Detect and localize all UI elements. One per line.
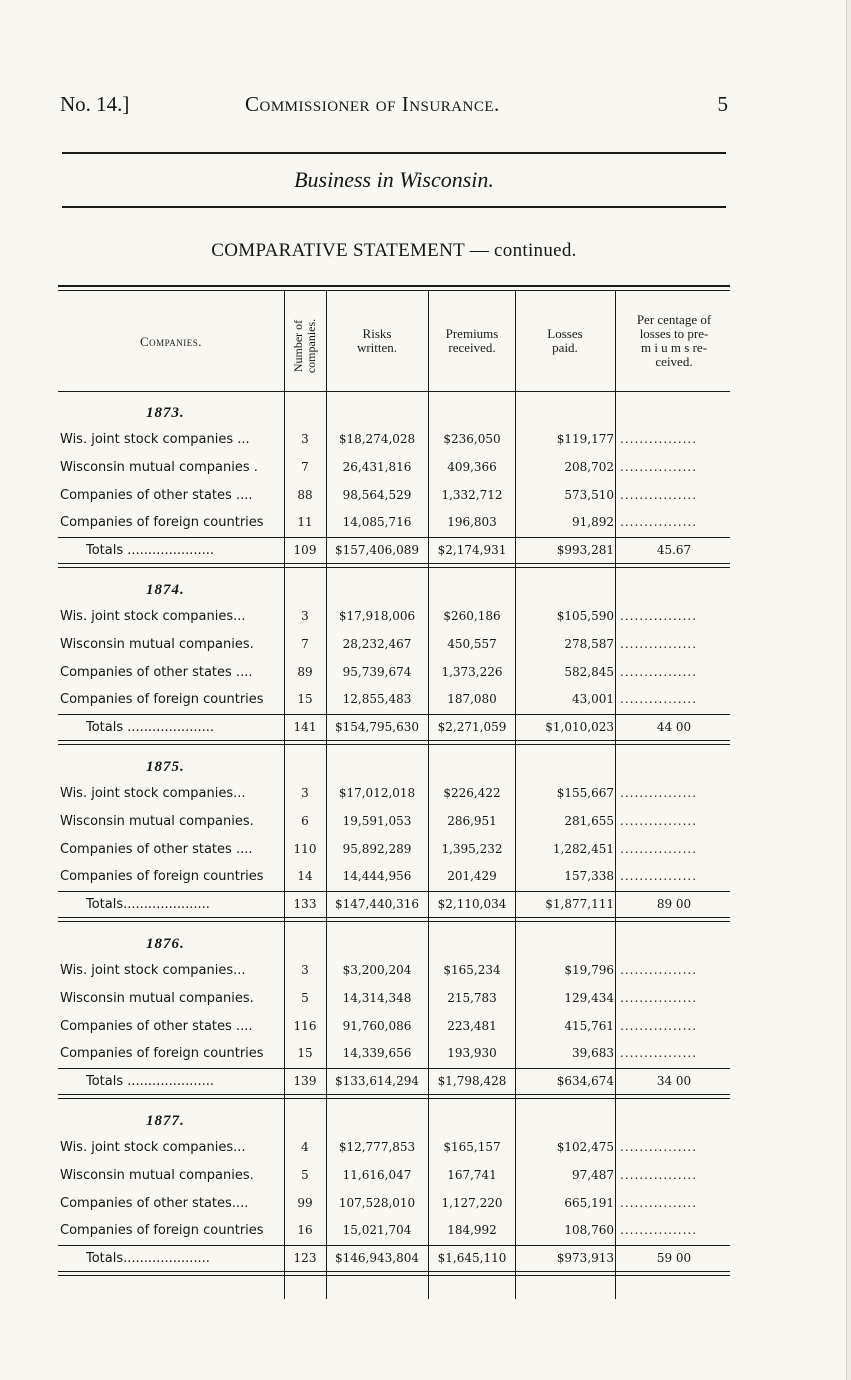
losses-paid: 129,434 [564,990,614,1005]
company-type: Wis. joint stock companies... [60,609,246,624]
leader-dots: ................ [620,1167,698,1182]
leader-dots: ................ [620,1046,698,1061]
subtitle-rule [62,206,726,208]
document-number: No. 14.] [60,92,130,116]
leader-dots: ................ [620,1140,698,1154]
page-number: 5 [717,92,728,116]
risks-written: 91,760,086 [342,1018,412,1033]
company-type: Companies of foreign countries [60,515,264,531]
total-premiums: $2,110,034 [437,897,507,912]
risks-written: 95,892,289 [342,841,412,856]
number-of-companies: 14 [297,869,313,884]
total-number: 133 [293,897,317,912]
totals-row [58,897,730,923]
table-row [58,488,730,514]
table-row [58,460,730,486]
number-of-companies: 89 [297,664,313,679]
premiums-received: 196,803 [447,515,497,530]
leader-dots: ................ [620,1018,698,1033]
total-losses: $1,010,023 [545,720,614,735]
number-of-companies: 5 [301,1167,309,1182]
totals-double-rule [58,1271,730,1272]
year-heading: 1873. [146,405,185,421]
table-top-rule-thin [58,290,730,291]
company-type: Wis. joint stock companies ... [60,432,250,447]
header-pct-line3: m i u m s re- [640,340,708,355]
table-row [58,637,730,663]
header-losses-paid [516,327,614,355]
total-losses: $1,877,111 [545,897,614,912]
premiums-received: 201,429 [447,869,497,884]
number-of-companies: 3 [301,609,309,623]
premiums-received: 286,951 [447,813,497,828]
totals-label: Totals..................... [86,1251,210,1267]
losses-paid: $102,475 [556,1140,614,1154]
losses-paid: 665,191 [564,1195,614,1210]
table-row [58,665,730,691]
year-heading: 1875. [146,759,185,775]
number-of-companies: 3 [301,432,309,446]
total-risks: $133,614,294 [335,1074,419,1089]
totals-label: Totals ..................... [86,543,215,559]
company-type: Wisconsin mutual companies. [60,990,254,1006]
leader-dots: ................ [620,813,698,828]
running-header [60,92,728,132]
page-edge [846,0,851,1380]
leader-dots: ................ [620,609,698,623]
table-row [58,1140,730,1166]
company-type: Wis. joint stock companies... [60,786,246,801]
company-type: Companies of other states .... [60,487,253,503]
premiums-received: 215,783 [447,990,497,1005]
number-of-companies: 99 [297,1195,313,1210]
leader-dots: ................ [620,692,698,707]
totals-label: Totals ..................... [86,720,215,736]
number-of-companies: 7 [301,459,309,474]
totals-double-rule [58,740,730,741]
total-number: 123 [293,1251,317,1266]
risks-written: 14,085,716 [342,515,412,530]
header-number-label: Number of companies. [291,318,318,374]
table-row [58,1019,730,1045]
premiums-received: $226,422 [443,786,501,800]
table-top-rule [58,285,730,287]
premiums-received: $260,186 [443,609,501,623]
total-losses: $634,674 [556,1074,614,1089]
premiums-received: 187,080 [447,692,497,707]
number-of-companies: 6 [301,813,309,828]
total-premiums: $1,798,428 [437,1074,507,1089]
company-type: Wisconsin mutual companies. [60,813,254,829]
total-risks: $157,406,089 [335,543,419,558]
totals-row [58,1074,730,1100]
totals-double-rule [58,567,730,568]
totals-double-rule [58,1094,730,1095]
loss-percentage: 45.67 [656,543,692,558]
premiums-received: 450,557 [447,636,497,651]
premiums-received: $165,157 [443,1140,501,1154]
table-row [58,786,730,812]
company-type: Companies of foreign countries [60,1046,264,1062]
total-losses: $993,281 [556,543,614,558]
totals-double-rule [58,1275,730,1276]
losses-paid: $19,796 [564,963,614,977]
risks-written: 11,616,047 [342,1167,412,1182]
table-row [58,609,730,635]
losses-paid: 43,001 [572,692,614,707]
number-of-companies: 3 [301,963,309,977]
risks-written: 14,339,656 [342,1046,412,1061]
losses-paid: 573,510 [564,487,614,502]
leader-dots: ................ [620,963,698,977]
leader-dots: ................ [620,786,698,800]
number-of-companies: 4 [301,1140,309,1154]
total-number: 109 [293,543,317,558]
table-row [58,1196,730,1222]
leader-dots: ................ [620,432,698,446]
statement-title: COMPARATIVE STATEMENT — continued. [211,240,577,261]
risks-written: $17,012,018 [338,786,416,800]
losses-paid: 281,655 [564,813,614,828]
total-risks: $147,440,316 [335,897,419,912]
section-subtitle: Business in Wisconsin. [294,167,494,192]
risks-written: 28,232,467 [342,636,412,651]
losses-paid: 97,487 [572,1167,614,1182]
company-type: Wis. joint stock companies... [60,1140,246,1155]
header-pct-line2: losses to pre- [639,326,709,341]
header-number-of-companies [290,297,318,383]
totals-rule [58,1068,730,1069]
risks-written: $17,918,006 [338,609,416,623]
total-premiums: $2,174,931 [437,543,507,558]
premiums-received: 1,332,712 [441,487,503,502]
table-row [58,814,730,840]
company-type: Wis. joint stock companies... [60,963,246,978]
leader-dots: ................ [620,841,698,856]
total-premiums: $1,645,110 [437,1251,507,1266]
premiums-received: 409,366 [447,459,497,474]
number-of-companies: 116 [293,1018,317,1033]
number-of-companies: 5 [301,990,309,1005]
running-title: Commissioner of Insurance. [245,92,500,116]
totals-row [58,720,730,746]
number-of-companies: 15 [297,692,313,707]
leader-dots: ................ [620,487,698,502]
number-of-companies: 16 [297,1223,313,1238]
risks-written: $18,274,028 [338,432,416,446]
losses-paid: $119,177 [556,432,614,446]
year-heading: 1874. [146,582,185,598]
company-type: Companies of other states .... [60,1018,253,1034]
total-premiums: $2,271,059 [437,720,507,735]
losses-paid: 157,338 [564,869,614,884]
leader-dots: ................ [620,1195,698,1210]
totals-rule [58,1245,730,1246]
number-of-companies: 7 [301,636,309,651]
company-type: Companies of foreign countries [60,869,264,885]
totals-double-rule [58,1098,730,1099]
risks-written: $3,200,204 [342,963,412,977]
total-risks: $154,795,630 [335,720,419,735]
premiums-received: 167,741 [447,1167,497,1182]
header-rule [62,152,726,154]
header-companies: Companies. [139,334,203,349]
leader-dots: ................ [620,515,698,530]
totals-row [58,543,730,569]
risks-written: 95,739,674 [342,664,412,679]
number-of-companies: 110 [293,841,317,856]
loss-percentage: 34 00 [656,1074,692,1089]
number-of-companies: 15 [297,1046,313,1061]
table-row [58,842,730,868]
total-losses: $973,913 [556,1251,614,1266]
premiums-received: 193,930 [447,1046,497,1061]
loss-percentage: 44 00 [656,720,692,735]
premiums-received: 1,373,226 [441,664,503,679]
header-losses-line2: paid. [552,340,578,355]
risks-written: 15,021,704 [342,1223,412,1238]
company-type: Wisconsin mutual companies. [60,1167,254,1183]
header-bottom-rule [58,391,730,392]
losses-paid: 208,702 [564,459,614,474]
leader-dots: ................ [620,459,698,474]
header-premiums-received [430,327,514,355]
losses-paid: 582,845 [564,664,614,679]
totals-double-rule [58,563,730,564]
company-type: Companies of foreign countries [60,1223,264,1239]
totals-rule [58,891,730,892]
losses-paid: $105,590 [556,609,614,623]
year-heading: 1876. [146,936,185,952]
total-number: 139 [293,1074,317,1089]
header-risks-line1: Risks [362,326,392,341]
losses-paid: $155,667 [556,786,614,800]
year-heading: 1877. [146,1113,185,1129]
company-type: Wisconsin mutual companies. [60,636,254,652]
leader-dots: ................ [620,990,698,1005]
table-row [58,432,730,458]
header-pct-line1: Per centage of [636,312,712,327]
header-risks-line2: written. [356,340,398,355]
company-type: Companies of foreign countries [60,692,264,708]
totals-row [58,1251,730,1277]
losses-paid: 278,587 [564,636,614,651]
losses-paid: 1,282,451 [552,841,614,856]
table-row [58,1168,730,1194]
table-row [58,963,730,989]
totals-label: Totals ..................... [86,1074,215,1090]
risks-written: 14,314,348 [342,990,412,1005]
losses-paid: 39,683 [572,1046,614,1061]
company-type: Companies of other states .... [60,841,253,857]
totals-rule [58,714,730,715]
header-risks-written [328,327,426,355]
leader-dots: ................ [620,636,698,651]
header-losses-line1: Losses [547,326,583,341]
premiums-received: $236,050 [443,432,501,446]
loss-percentage: 89 00 [656,897,692,912]
header-pct-line4: ceived. [655,354,693,369]
header-percentage [618,313,730,369]
leader-dots: ................ [620,869,698,884]
losses-paid: 415,761 [564,1018,614,1033]
risks-written: 107,528,010 [338,1195,416,1210]
risks-written: 26,431,816 [342,459,412,474]
number-of-companies: 88 [297,487,313,502]
risks-written: 12,855,483 [342,692,412,707]
totals-double-rule [58,744,730,745]
losses-paid: 108,760 [564,1223,614,1238]
comparative-statement-table [58,285,730,1305]
risks-written: 19,591,053 [342,813,412,828]
totals-double-rule [58,921,730,922]
risks-written: $12,777,853 [338,1140,416,1154]
premiums-received: 1,127,220 [441,1195,503,1210]
totals-label: Totals..................... [86,897,210,913]
premiums-received: 223,481 [447,1018,497,1033]
risks-written: 98,564,529 [342,487,412,502]
company-type: Wisconsin mutual companies . [60,459,258,475]
leader-dots: ................ [620,664,698,679]
total-number: 141 [293,720,317,735]
totals-double-rule [58,917,730,918]
risks-written: 14,444,956 [342,869,412,884]
leader-dots: ................ [620,1223,698,1238]
number-of-companies: 11 [297,515,313,530]
premiums-received: $165,234 [443,963,501,977]
header-premiums-line1: Premiums [445,326,499,341]
company-type: Companies of other states .... [60,664,253,680]
company-type: Companies of other states.... [60,1195,249,1211]
losses-paid: 91,892 [572,515,614,530]
table-row [58,991,730,1017]
number-of-companies: 3 [301,786,309,800]
premiums-received: 184,992 [447,1223,497,1238]
total-risks: $146,943,804 [335,1251,419,1266]
header-premiums-line2: received. [448,340,496,355]
loss-percentage: 59 00 [656,1251,692,1266]
totals-rule [58,537,730,538]
premiums-received: 1,395,232 [441,841,503,856]
